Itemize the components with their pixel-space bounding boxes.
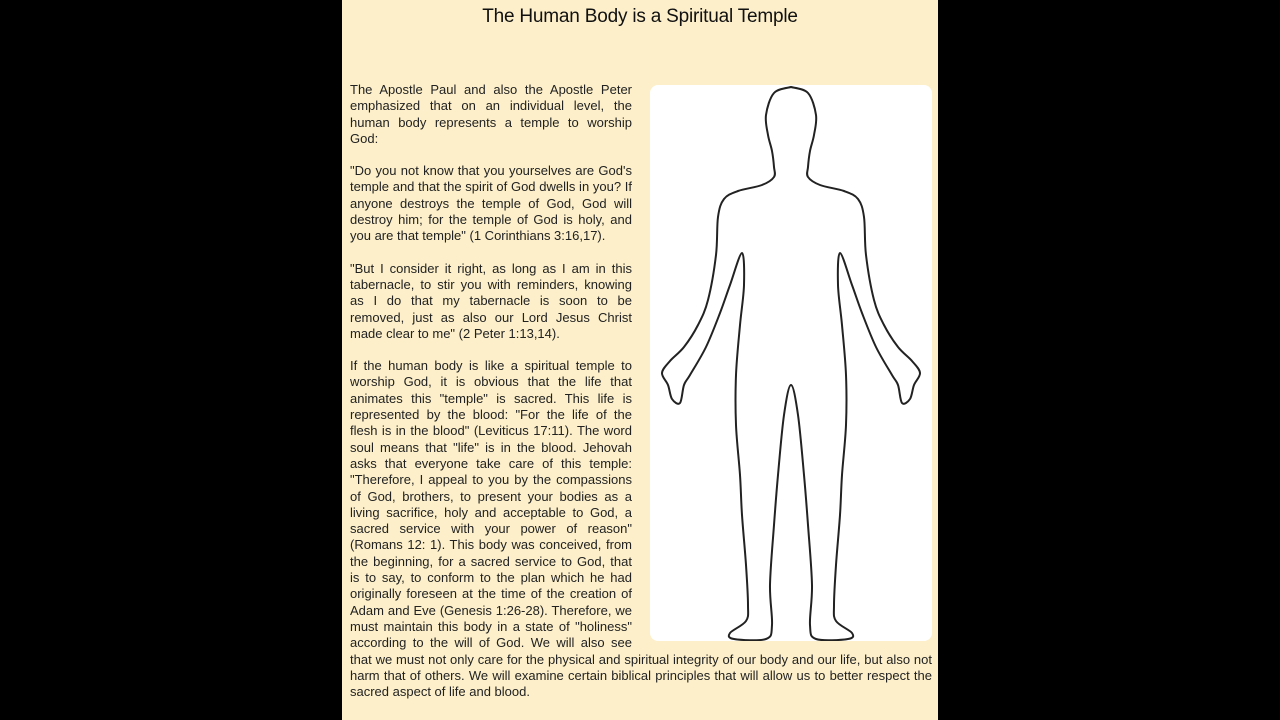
document-body	[350, 82, 932, 716]
body-outline	[662, 87, 920, 640]
document-page	[342, 0, 938, 720]
paragraph-intro: The Apostle Paul and also the Apostle Peter emphasized that on an individual level, the human body represents a temple to worship God:	[350, 82, 632, 146]
paragraph-main: If the human body is like a spiritual temple to worship God, it is obvious that the life that animates this "temple" is sacred. This life is represented by the blood: "For the life of the flesh is in the blood" (Leviticus 17:11). The word soul means that "life" is in the blood. Jehovah asks that everyone take care of this temple: "Therefore, I appeal to you by the compassions of God, brothers, to present your bodies as a living sacrifice, holy and acceptable to God, a sacred service with your power of reason" (Romans 12: 1). This body was conceived, from the beginning, for a sacred service to God, that is to say, to conform to the plan which he had originally foreseen at the time of the creation of Adam and Eve (Genesis 1:26-28). Therefore, we must maintain this body in a state of "holiness" according to the will of God. We will also see that we must not only care for the physical and spiritual integrity of our body and our life, but also not harm that of others. We will examine certain biblical principles that will allow us to better respect the sacred aspect of life and blood.	[350, 358, 932, 700]
paragraph-quote-corinthians: "Do you not know that you yourselves are God's temple and that the spirit of God dwells in you? If anyone destroys the temple of God, God will destroy him; for the temple of God is holy, and you are that temple" (1 Corinthians 3:16,17).	[350, 163, 632, 244]
human-body-figure	[650, 85, 932, 641]
page-title: The Human Body is a Spiritual Temple	[482, 6, 798, 27]
paragraph-quote-peter: "But I consider it right, as long as I am in this tabernacle, to stir you with reminders, knowing as I do that my tabernacle is soon to be removed, just as also our Lord Jesus Christ made clear to me" (2 Peter 1:13,14).	[350, 260, 632, 341]
human-body-outline-icon	[650, 85, 932, 641]
